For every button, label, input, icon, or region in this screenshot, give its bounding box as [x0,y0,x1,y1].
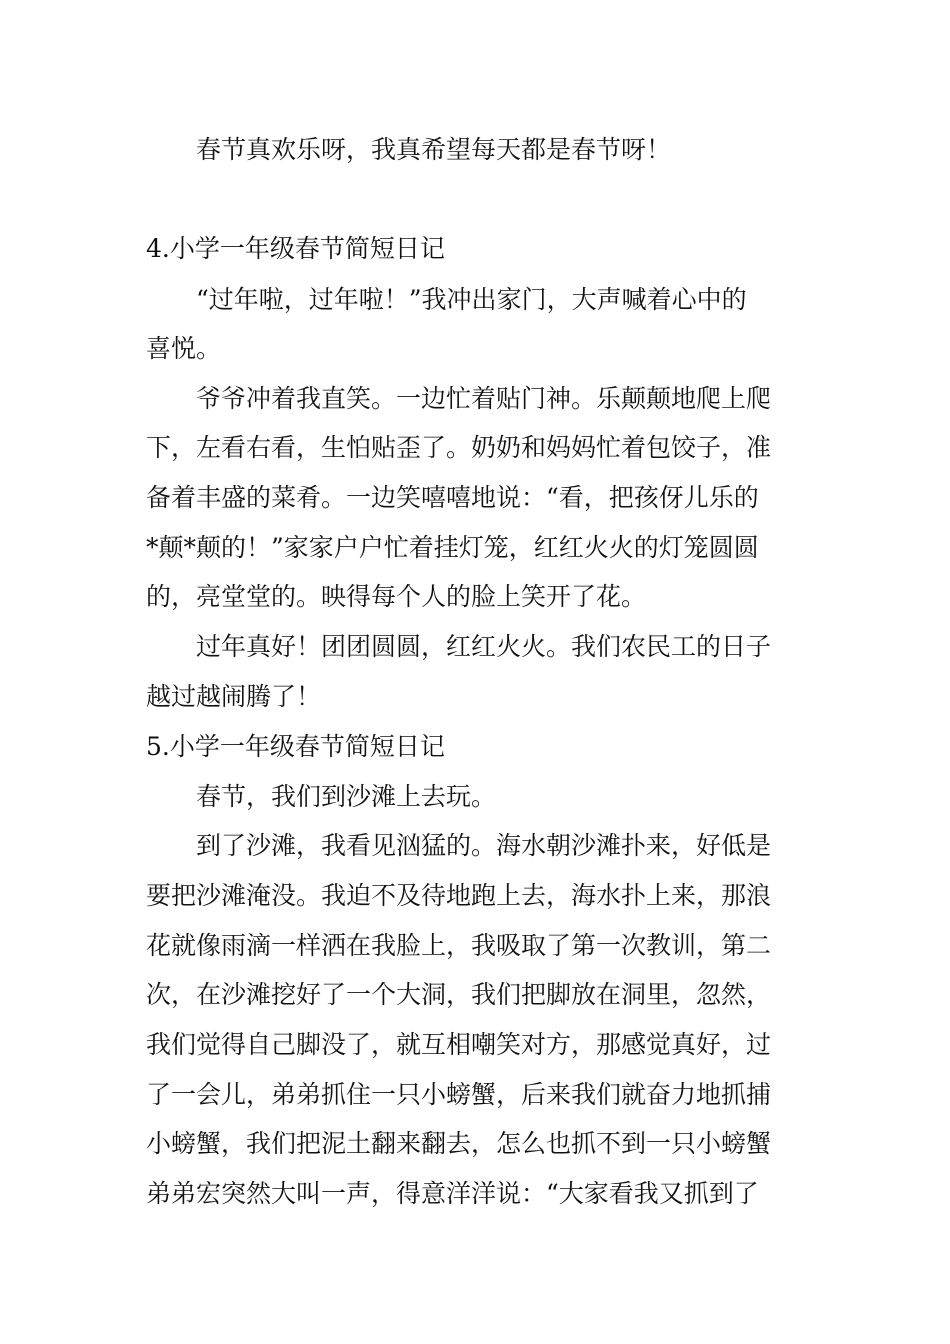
paragraph-line: 的，亮堂堂的。映得每个人的脸上笑开了花。 [146,582,647,611]
paragraph-line: 次，在沙滩挖好了一个大洞，我们把脚放在洞里，忽然， [146,980,772,1009]
paragraph-line: 了一会儿，弟弟抓住一只小螃蟹，后来我们就奋力地抓捕 [146,1080,772,1109]
paragraph-line: 小螃蟹，我们把泥土翻来翻去，怎么也抓不到一只小螃蟹 [146,1129,772,1158]
paragraph-line: 到了沙滩，我看见汹猛的。海水朝沙滩扑来，好低是 [196,831,772,860]
paragraph-line: 越过越闹腾了！ [146,682,322,711]
paragraph-line: 喜悦。 [146,334,222,363]
closing-line: 春节真欢乐呀，我真希望每天都是春节呀！ [196,135,672,164]
paragraph-line: 过年真好！团团圆圆，红红火火。我们农民工的日子 [196,632,772,661]
paragraph-line: *颠*颠的！”家家户户忙着挂灯笼，红红火火的灯笼圆圆 [146,533,759,562]
section-heading-4: 4.小学一年级春节简短日记 [146,234,445,263]
paragraph-line: 备着丰盛的菜肴。一边笑嘻嘻地说：“看，把孩伢儿乐的 [146,483,759,512]
paragraph-line: 我们觉得自己脚没了，就互相嘲笑对方，那感觉真好，过 [146,1030,772,1059]
paragraph-line: 弟弟宏突然大叫一声，得意洋洋说：“大家看我又抓到了 [146,1179,759,1208]
section-heading-5: 5.小学一年级春节简短日记 [146,732,445,761]
paragraph-line: 下，左看右看，生怕贴歪了。奶奶和妈妈忙着包饺子，准 [146,433,772,462]
paragraph-line: 要把沙滩淹没。我迫不及待地跑上去，海水扑上来，那浪 [146,881,772,910]
paragraph-line: 花就像雨滴一样洒在我脸上，我吸取了第一次教训，第二 [146,931,772,960]
paragraph-line: 爷爷冲着我直笑。一边忙着贴门神。乐颠颠地爬上爬 [196,384,772,413]
paragraph-line: 春节，我们到沙滩上去玩。 [196,782,497,811]
paragraph-line: “过年啦，过年啦！”我冲出家门，大声喊着心中的 [196,285,747,314]
